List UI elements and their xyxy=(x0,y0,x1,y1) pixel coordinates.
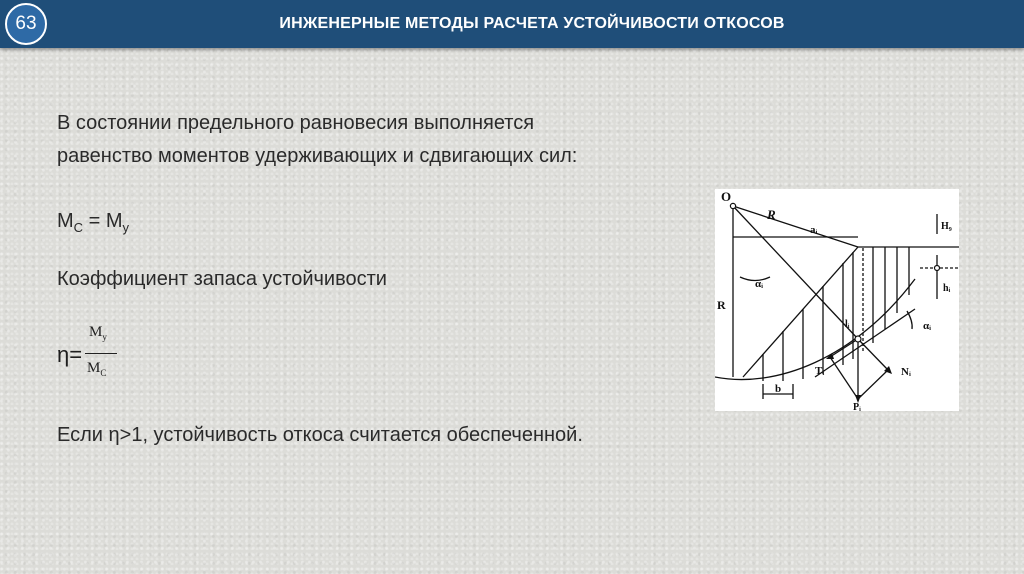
force-ti xyxy=(830,339,858,357)
label-alpha-top: αᵢ xyxy=(755,278,764,290)
label-ni: Nᵢ xyxy=(901,366,911,378)
slope-face xyxy=(743,247,858,377)
label-alpha-right: αᵢ xyxy=(923,320,932,332)
eq-mid: = M xyxy=(83,210,123,232)
eta-den-sub: C xyxy=(100,368,107,378)
eta-den-m: M xyxy=(87,360,101,376)
slope-diagram xyxy=(715,189,959,411)
eta-numerator xyxy=(89,324,107,342)
moment-equation xyxy=(57,210,129,235)
text-line-2: равенство моментов удерживающих и сдвигающих сил: xyxy=(57,145,578,167)
eta-formula xyxy=(57,322,177,392)
eta-denominator xyxy=(87,360,106,378)
label-r-diag: R xyxy=(767,207,776,222)
label-ti: Tᵢ xyxy=(815,365,825,377)
eta-num-sub: y xyxy=(102,332,107,342)
stability-condition: Если η>1, устойчивость откоса считается обеспеченной. xyxy=(57,424,583,446)
label-b: b xyxy=(775,383,782,395)
label-pi: Pᵢ xyxy=(853,402,861,411)
text-line-1: В состоянии предельного равновесия выполняется xyxy=(57,112,535,134)
header-bar xyxy=(0,0,1024,48)
h-point xyxy=(935,266,940,271)
eq-left: M xyxy=(57,210,74,232)
label-li: lᵢ xyxy=(845,319,850,330)
slope-diagram-svg xyxy=(715,189,959,411)
center-point-o xyxy=(730,203,735,208)
eq-right-sub: y xyxy=(122,220,130,235)
force-ni xyxy=(858,339,888,370)
slide-number-badge: 63 xyxy=(5,3,47,45)
label-hi: hᵢ xyxy=(943,283,951,294)
slide-title: ИНЖЕНЕРНЫЕ МЕТОДЫ РАСЧЕТА УСТОЙЧИВОСТИ ОТКОСОВ xyxy=(279,15,785,32)
coef-label: Коэффициент запаса устойчивости xyxy=(57,268,387,290)
label-r-vert: R xyxy=(717,298,726,312)
label-ai: aᵢ xyxy=(810,224,818,236)
slice-base-point xyxy=(855,336,861,342)
eta-num-m: M xyxy=(89,324,103,340)
eta-symbol: η= xyxy=(57,342,83,367)
label-o: O xyxy=(721,189,732,204)
fraction-bar xyxy=(85,353,117,354)
eq-left-sub: C xyxy=(73,220,84,235)
label-h: H₉ xyxy=(941,221,952,232)
